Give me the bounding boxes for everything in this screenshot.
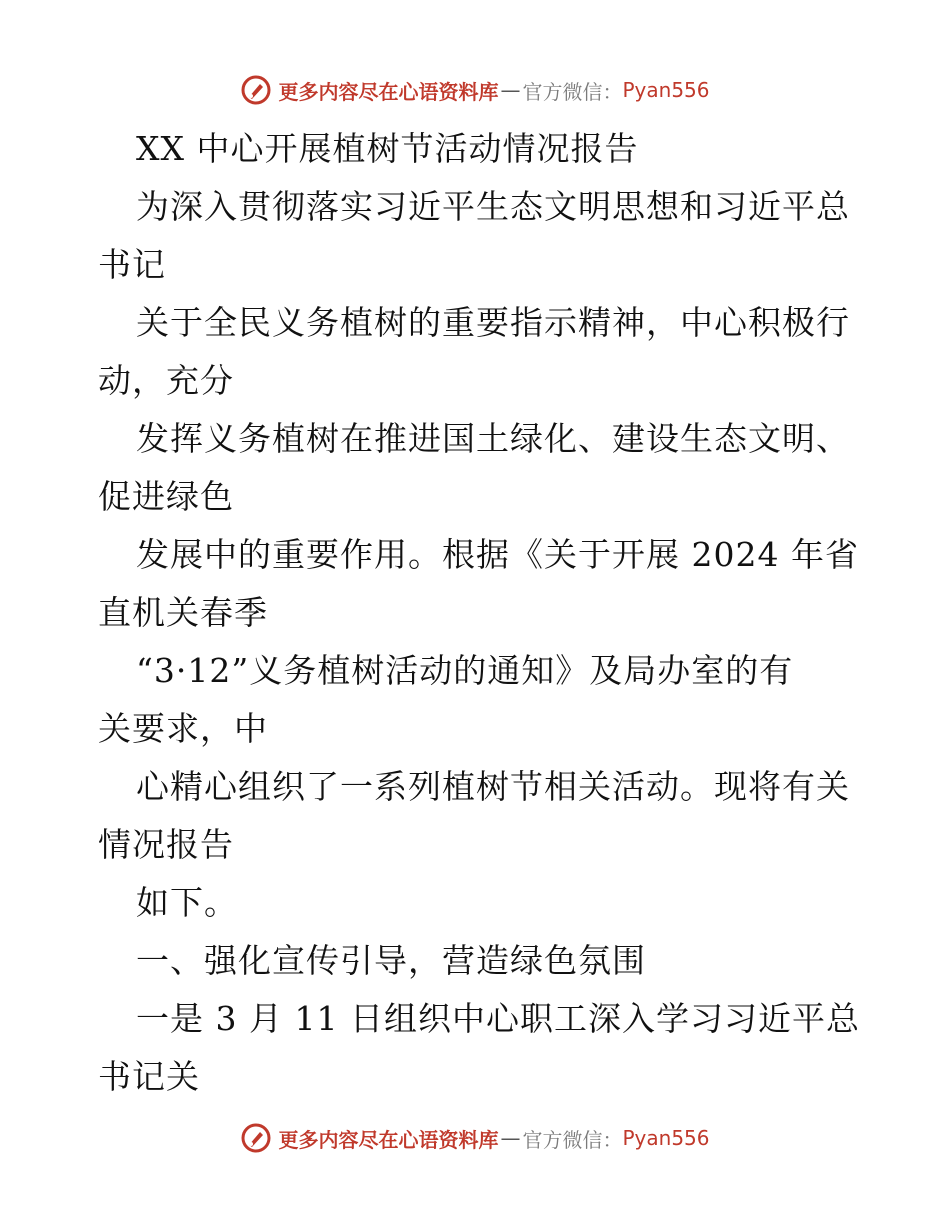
watermark-banner-bottom	[0, 1118, 950, 1158]
doc-line: 书记	[98, 245, 166, 284]
section-heading: 一、强化宣传引导，营造绿色氛围	[136, 941, 646, 980]
doc-line: 心精心组织了一系列植树节相关活动。现将有关	[136, 767, 850, 806]
watermark-contact-label: 官方微信：	[522, 1127, 623, 1152]
doc-line: 关于全民义务植树的重要指示精神，中心积极行	[136, 303, 850, 342]
pen-logo-icon	[240, 74, 272, 106]
doc-line: 发挥义务植树在推进国土绿化、建设生态文明、	[136, 419, 850, 458]
doc-line: 一是 3 月 11 日组织中心职工深入学习习近平总	[136, 999, 860, 1038]
pen-logo-icon	[240, 1122, 272, 1154]
doc-line: 为深入贯彻落实习近平生态文明思想和习近平总	[136, 187, 850, 226]
doc-line: 书记关	[98, 1057, 200, 1096]
watermark-contact-label: 官方微信：	[522, 79, 623, 104]
doc-line: “3·12”义务植树活动的通知》及局办室的有	[136, 651, 794, 690]
doc-line: 发展中的重要作用。根据《关于开展 2024 年省	[136, 535, 859, 574]
watermark-contact-handle: Pyan556	[622, 78, 710, 102]
document-body	[98, 120, 860, 1106]
watermark-separator: —	[500, 78, 521, 102]
doc-line: 如下。	[136, 883, 238, 922]
watermark-contact-handle: Pyan556	[622, 1126, 710, 1150]
doc-line: 关要求，中	[98, 709, 268, 748]
doc-line: 直机关春季	[98, 593, 268, 632]
doc-line: 动，充分	[98, 361, 234, 400]
doc-line: 促进绿色	[98, 477, 234, 516]
watermark-separator: —	[500, 1126, 521, 1150]
watermark-banner-top	[0, 70, 950, 110]
doc-line: 情况报告	[98, 825, 234, 864]
doc-title: XX 中心开展植树节活动情况报告	[136, 129, 639, 168]
watermark-text: 更多内容尽在心语资料库	[278, 1127, 499, 1152]
watermark-text: 更多内容尽在心语资料库	[278, 79, 499, 104]
